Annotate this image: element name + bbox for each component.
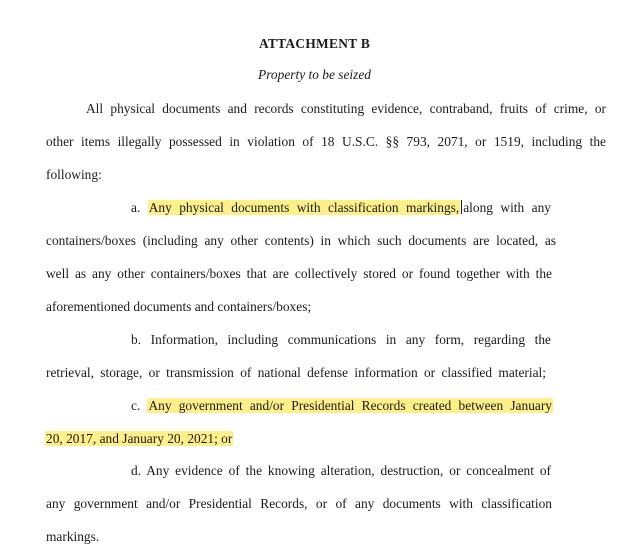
intro-line-3: following: xyxy=(46,167,102,182)
item-a-line-1 xyxy=(131,199,551,217)
item-c-marker: c. xyxy=(131,398,141,413)
item-d-line-1 xyxy=(131,462,551,480)
intro-line-1: All physical documents and records constituting evidence, contraband, fruits of crime, or xyxy=(86,101,606,116)
item-b-line-1 xyxy=(131,331,551,349)
item-d-text: Any evidence of the knowing alteration, destruction, or concealment of xyxy=(146,463,551,478)
item-b-marker: b. xyxy=(131,332,142,347)
attachment-title: ATTACHMENT B xyxy=(258,36,371,51)
item-a-line-2: containers/boxes (including any other contents) in which such documents are located, as xyxy=(46,233,556,248)
item-a-rest: along with any xyxy=(463,200,551,215)
item-b-line-2: retrieval, storage, or transmission of national defense information or classified material; xyxy=(46,365,546,380)
intro-line-2: other items illegally possessed in violation of 18 U.S.C. §§ 793, 2071, or 1519, including the xyxy=(46,134,606,149)
item-d-line-2: any government and/or Presidential Records, or of any documents with classification xyxy=(46,496,552,511)
item-c-line-2 xyxy=(45,430,233,448)
item-a-line-3: well as any other containers/boxes that are collectively stored or found together with the xyxy=(46,266,552,281)
item-a-marker: a. xyxy=(131,200,141,215)
attachment-subtitle: Property to be seized xyxy=(258,67,371,82)
item-c-line-1 xyxy=(131,397,553,415)
item-c-highlight-1: Any government and/or Presidential Records created between January xyxy=(148,398,552,413)
item-a-line-4: aforementioned documents and containers/boxes; xyxy=(46,299,312,314)
item-d-marker: d. xyxy=(131,463,142,478)
item-b-text: Information, including communications in any form, regarding the xyxy=(150,332,551,347)
item-c-highlight-2: 20, 2017, and January 20, 2021; or xyxy=(46,431,233,446)
item-a-highlight: Any physical documents with classification markings, xyxy=(148,200,460,215)
item-d-line-3: markings. xyxy=(46,529,100,544)
